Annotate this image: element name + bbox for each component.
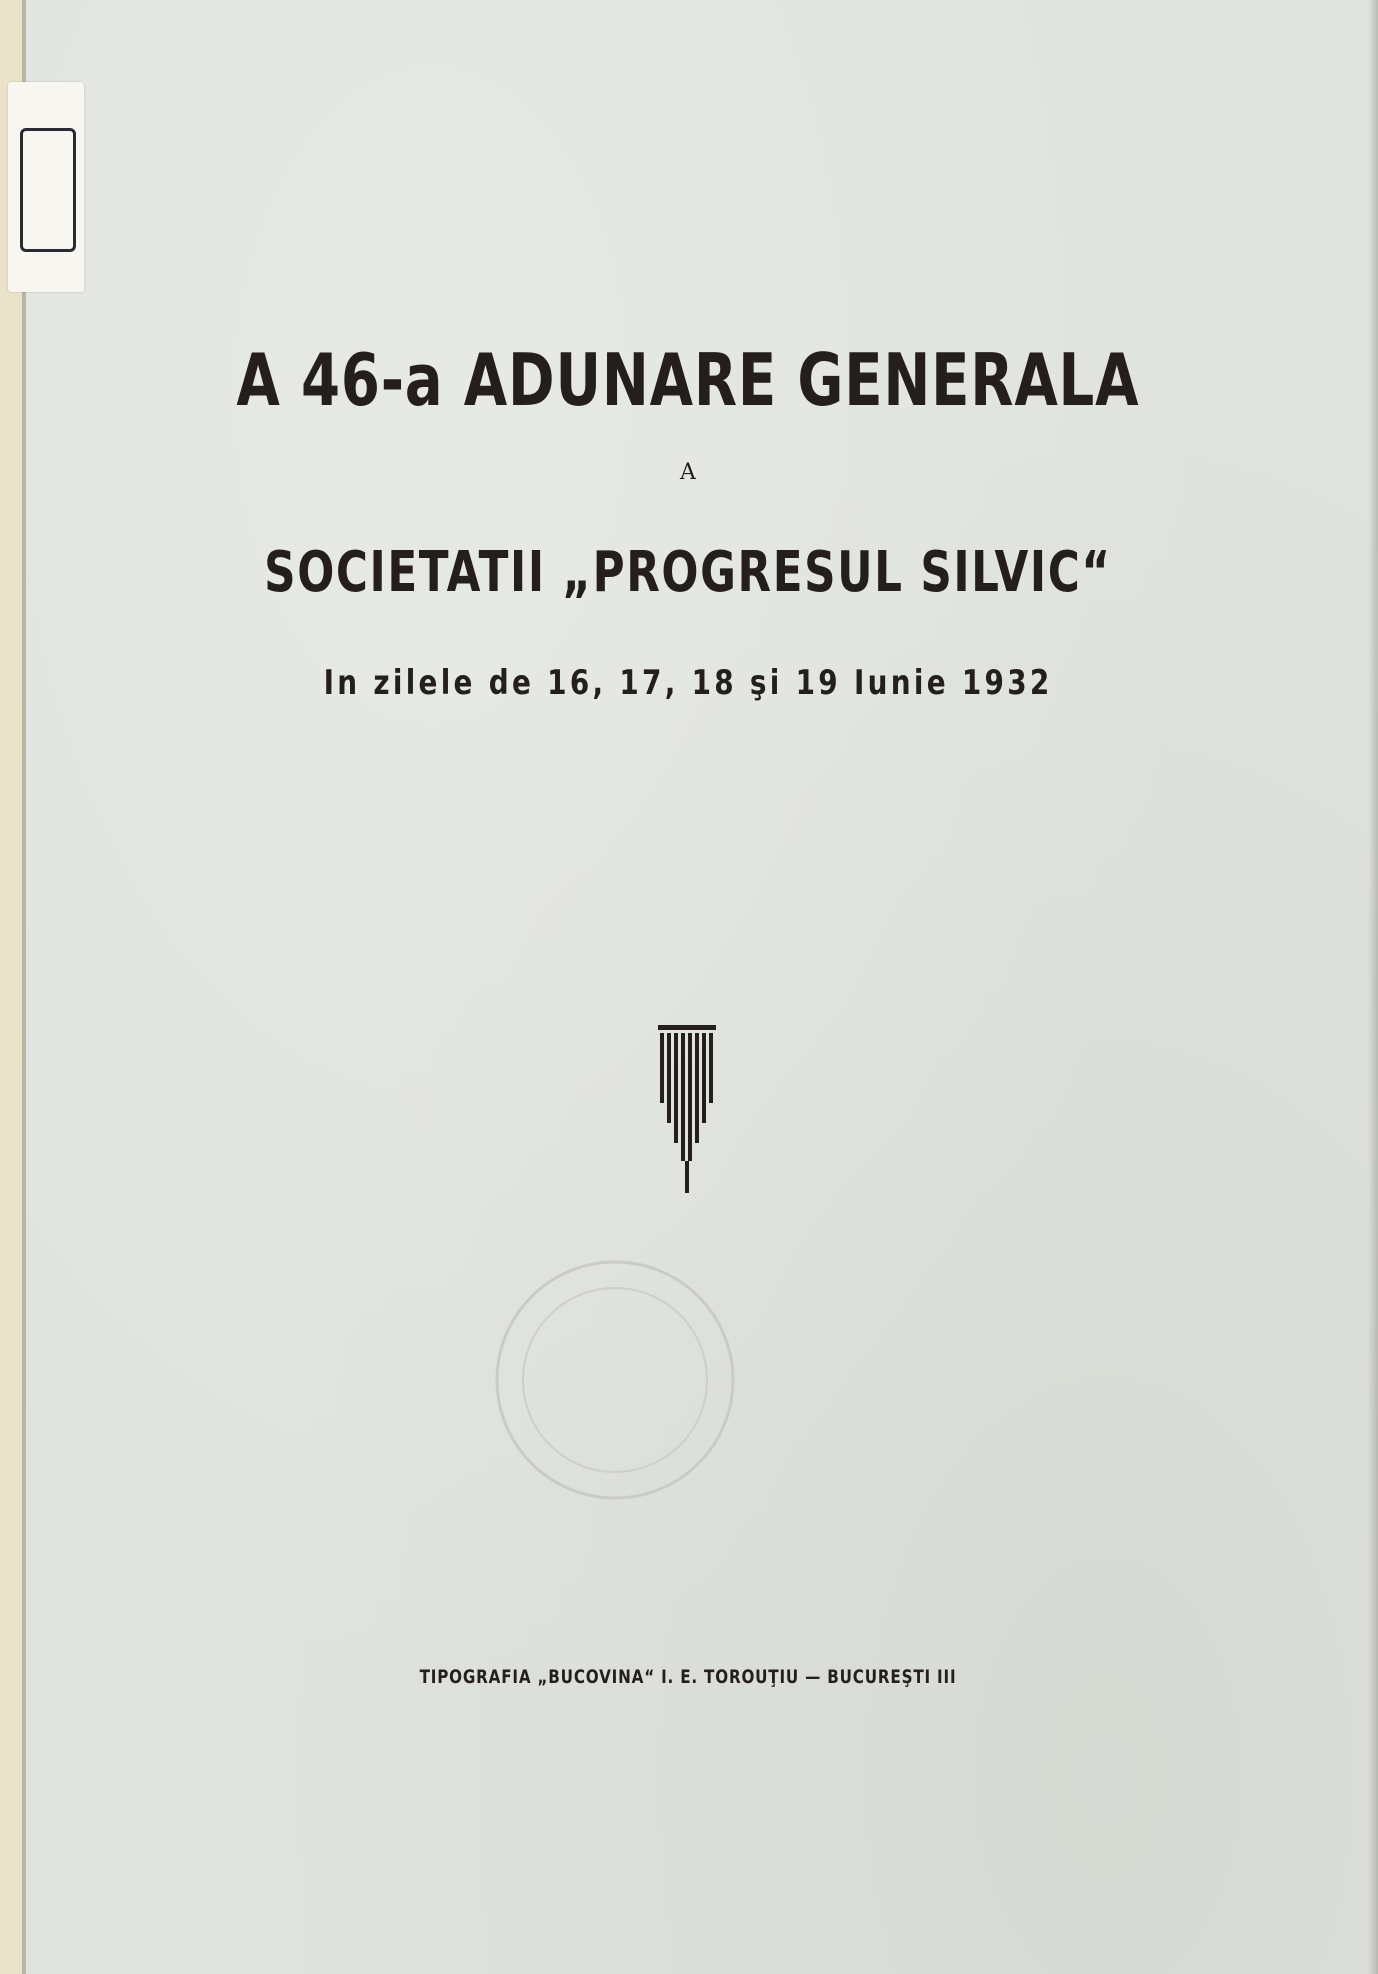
library-label-sticker bbox=[8, 82, 84, 292]
cover-edge-shadow bbox=[1368, 0, 1378, 1974]
society-name: SOCIETATII „PROGRESUL SILVIC“ bbox=[264, 540, 1112, 605]
spine-strip bbox=[0, 0, 22, 1974]
cover-title: A 46-a ADUNARE GENERALA bbox=[236, 338, 1140, 422]
cover-conjunction: A bbox=[680, 460, 698, 485]
faded-library-stamp bbox=[490, 1255, 740, 1505]
event-dates: In zilele de 16, 17, 18 şi 19 Iunie 1932 bbox=[323, 663, 1053, 703]
sticker-frame bbox=[20, 128, 76, 252]
column-ornament-icon bbox=[652, 1025, 722, 1193]
printer-imprint: TIPOGRAFIA „BUCOVINA“ I. E. TOROUŢIU — BUCUREŞTI III bbox=[419, 1666, 957, 1688]
